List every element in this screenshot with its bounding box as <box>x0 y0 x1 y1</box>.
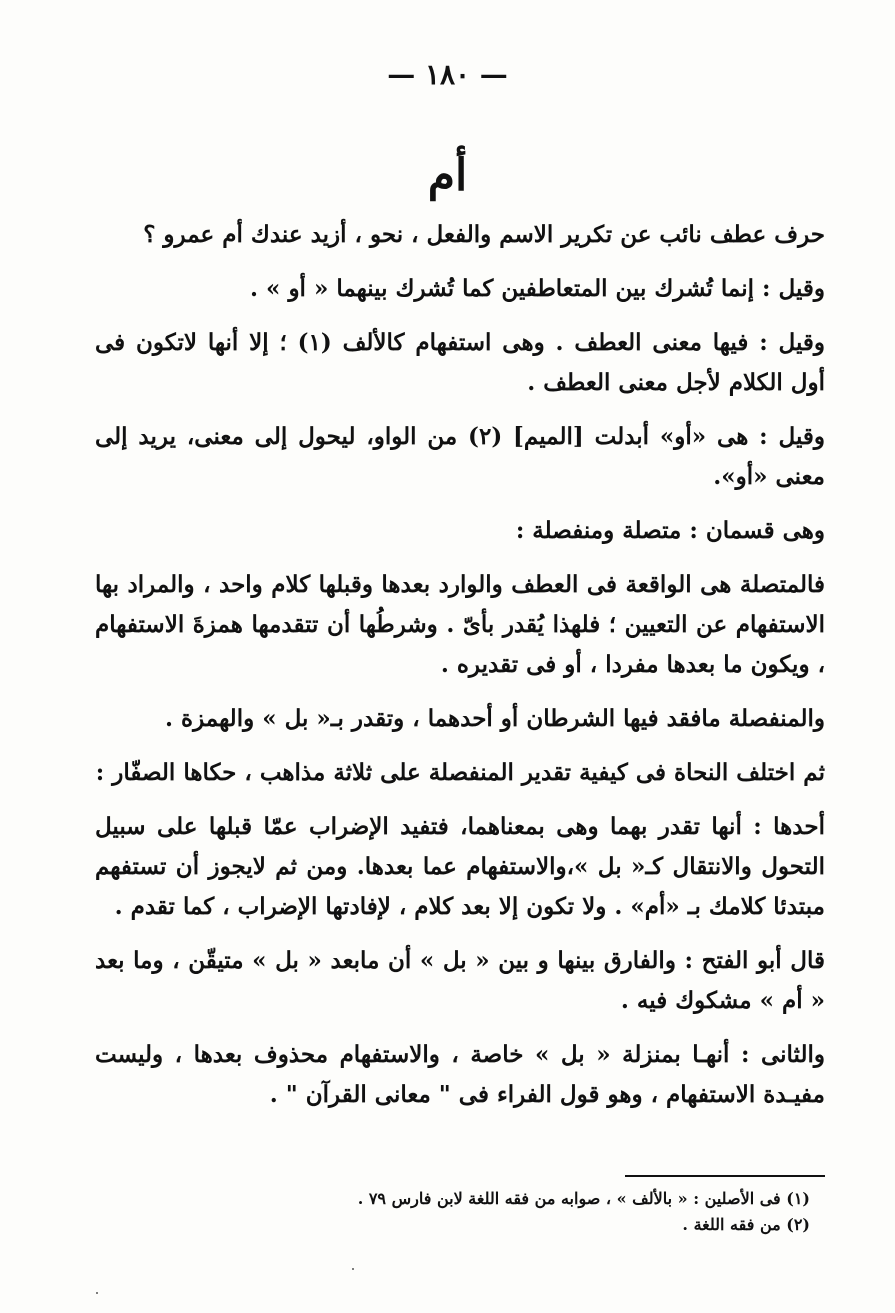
paragraph: حرف عطف نائب عن تكرير الاسم والفعل ، نحو ، أزيد عندك أم عمرو ؟ <box>143 221 825 248</box>
paragraph: فالمتصلة هى الواقعة فى العطف والوارد بعدها وقبلها كلام واحد ، والمراد بها الاستفهام عن التعيين ؛ فلهذا يُقدر بأىّ . وشرطُها أن تتقدمها همزةَ الاستفهام ، ويكون ما بعدها مفردا ، أو فى تقديره . <box>95 571 825 678</box>
paragraph: والثانى : أنهـا بمنزلة « بل » خاصة ، والاستفهام محذوف بعدها ، وليست مفيـدة الاستفهام ، وهو قول الفراء فى " معانى القرآن " . <box>95 1041 825 1108</box>
paragraph: وقيل : إنما تُشرك بين المتعاطفين كما تُشرك بينهما « أو » . <box>250 275 825 302</box>
body-text <box>95 215 825 1129</box>
footnote: (١) فى الأصلين : « بالألف » ، صوابه من فقه اللغة لابن فارس ٧٩ . <box>357 1189 810 1208</box>
paragraph: ثم اختلف النحاة فى كيفية تقدير المنفصلة على ثلاثة مذاهب ، حكاها الصفّار : <box>95 759 825 786</box>
section-heading: أم <box>427 150 468 201</box>
paragraph: وقيل : هى «أو» أبدلت [الميم] (٢) من الواو، ليحول إلى معنى، يريد إلى معنى «أو». <box>95 423 825 490</box>
paragraph: وقيل : فيها معنى العطف . وهى استفهام كالألف (١) ؛ إلا أنها لاتكون فى أول الكلام لأجل معنى العطف . <box>95 329 825 396</box>
footnote-divider <box>625 1175 825 1177</box>
paragraph: والمنفصلة مافقد فيها الشرطان أو أحدهما ، وتقدر بـ« بل » والهمزة . <box>165 705 825 732</box>
footnote: (٢) من فقه اللغة . <box>682 1215 810 1234</box>
paragraph: وهى قسمان : متصلة ومنفصلة : <box>515 517 825 544</box>
paragraph: أحدها : أنها تقدر بهما وهى بمعناهما، فتفيد الإضراب عمّا قبلها على سبيل التحول والانتقال كـ« بل »،والاستفهام عما بعدها. ومن ثم لايجوز أن تستفهم مبتدئا كلامك بـ «أم» . ولا تكون إلا بعد كلام ، لإفادتها الإضراب ، كما تقدم . <box>95 813 825 920</box>
print-speck <box>96 1292 98 1294</box>
footnotes <box>90 1186 810 1238</box>
print-speck <box>352 1268 354 1270</box>
page-number: — ١٨٠ — <box>387 58 508 91</box>
paragraph: قال أبو الفتح : والفارق بينها و بين « بل » أن مابعد « بل » متيقّن ، وما بعد « أم » مشكوك فيه . <box>95 947 825 1014</box>
